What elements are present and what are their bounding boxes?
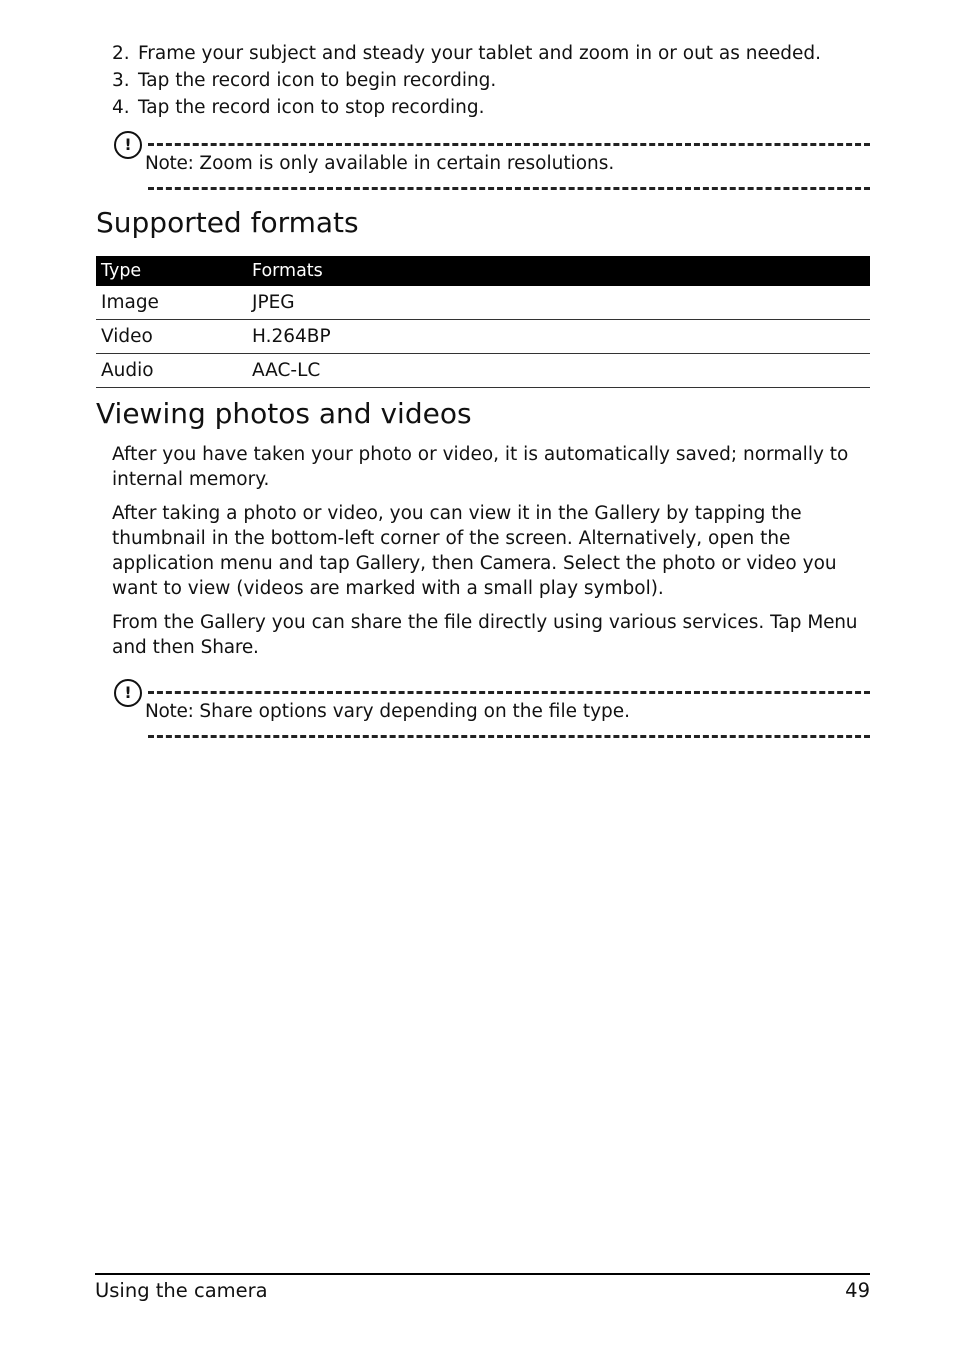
page-number: 49 xyxy=(845,1279,870,1302)
text-run: After taking a photo or video, you can view it in the Gallery by tapping the thumbnail in the bottom-left corner of the screen. Alternatively, open the application menu and tap xyxy=(112,503,802,574)
note-divider-bottom xyxy=(148,735,870,738)
text-run: , then xyxy=(420,553,480,574)
paragraph-share xyxy=(112,610,872,660)
step-number: 4. xyxy=(112,97,130,118)
text-run: From the Gallery you can share the file directly using various services. Tap xyxy=(112,612,808,633)
section-title-viewing: Viewing photos and videos xyxy=(96,397,472,430)
gallery-term: Gallery xyxy=(355,553,421,574)
recording-steps xyxy=(112,40,872,121)
note-text xyxy=(145,700,630,724)
table-row xyxy=(96,354,870,388)
note-divider-bottom xyxy=(148,187,870,190)
text-run: . Select the photo or video you want to view (videos are marked with a small play symbol). xyxy=(112,553,837,599)
cell-format: H.264BP xyxy=(247,320,870,354)
note-zoom xyxy=(114,135,870,191)
step-text: Tap the record icon to stop recording. xyxy=(138,97,485,118)
step-text: Tap the record icon to begin recording. xyxy=(138,70,497,91)
step-item xyxy=(112,67,872,94)
table-row xyxy=(96,320,870,354)
table-header-row xyxy=(96,256,870,286)
note-share xyxy=(114,683,870,739)
note-label: Note: xyxy=(145,701,194,722)
share-term: Share xyxy=(200,637,254,658)
section-title-supported-formats: Supported formats xyxy=(96,206,359,239)
note-text xyxy=(145,152,614,176)
cell-type: Audio xyxy=(96,354,247,388)
cell-type: Video xyxy=(96,320,247,354)
footer-rule xyxy=(95,1273,870,1275)
step-number: 2. xyxy=(112,43,130,64)
note-body: Share options vary depending on the file type. xyxy=(193,701,631,722)
formats-table xyxy=(96,256,870,388)
step-text: Frame your subject and steady your tablet and zoom in or out as needed. xyxy=(138,43,822,64)
cell-type: Image xyxy=(96,286,247,320)
cell-format: AAC-LC xyxy=(247,354,870,388)
camera-term: Camera xyxy=(479,553,552,574)
table-row xyxy=(96,286,870,320)
menu-term: Menu xyxy=(807,612,858,633)
column-header-formats: Formats xyxy=(247,256,870,286)
cell-format: JPEG xyxy=(247,286,870,320)
footer-section-name: Using the camera xyxy=(95,1279,268,1302)
step-item xyxy=(112,94,872,121)
paragraph-auto-save: After you have taken your photo or video, it is automatically saved; normally to internal memory. xyxy=(112,444,849,490)
step-item xyxy=(112,40,872,67)
step-number: 3. xyxy=(112,70,130,91)
text-run: . xyxy=(253,637,259,658)
note-body: Zoom is only available in certain resolutions. xyxy=(193,153,615,174)
note-divider-top xyxy=(148,143,870,146)
warning-icon: ! xyxy=(114,679,142,707)
paragraph-gallery xyxy=(112,501,872,601)
note-label: Note: xyxy=(145,153,194,174)
note-divider-top xyxy=(148,691,870,694)
column-header-type: Type xyxy=(96,256,247,286)
text-run: and then xyxy=(112,637,201,658)
warning-icon: ! xyxy=(114,131,142,159)
